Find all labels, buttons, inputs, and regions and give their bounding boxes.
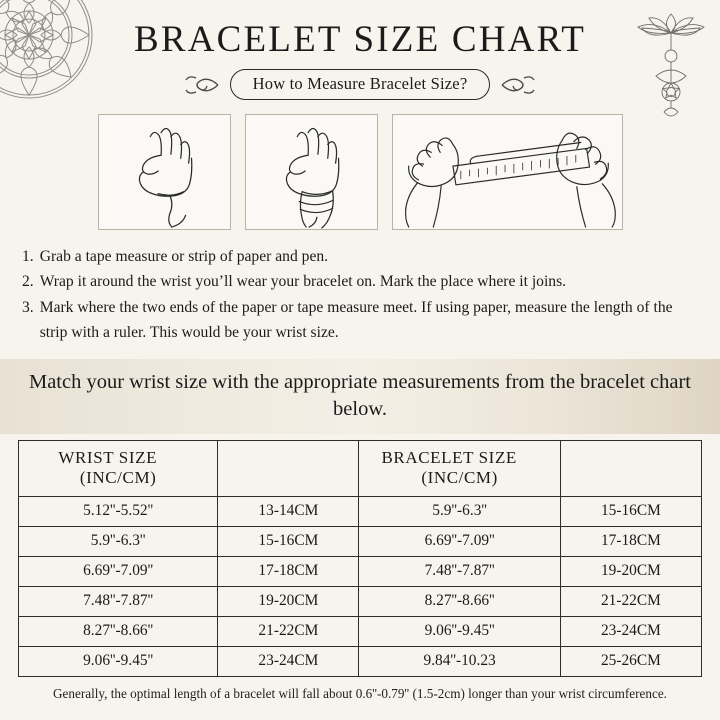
- cell-bracelet-inch: 9.84''-10.23: [359, 647, 560, 677]
- subtitle-pill: How to Measure Bracelet Size?: [230, 69, 491, 100]
- header-bracelet-size: [359, 441, 560, 497]
- cell-bracelet-cm: 15-16CM: [560, 497, 701, 527]
- illustration-step-1: [98, 114, 231, 230]
- size-chart-table: [18, 440, 702, 677]
- cell-bracelet-cm: 25-26CM: [560, 647, 701, 677]
- cell-bracelet-inch: 8.27''-8.66'': [359, 587, 560, 617]
- cell-bracelet-inch: 6.69''-7.09'': [359, 527, 560, 557]
- header-wrist-size-cm-spacer: [218, 441, 359, 497]
- step-item: [22, 269, 698, 294]
- cell-wrist-cm: 23-24CM: [218, 647, 359, 677]
- cell-wrist-cm: 21-22CM: [218, 617, 359, 647]
- step-text: Wrap it around the wrist you’ll wear your bracelet on. Mark the place where it joins.: [39, 273, 567, 291]
- illustration-row: [0, 114, 720, 230]
- step-text: Grab a tape measure or strip of paper and pen.: [39, 248, 329, 265]
- table-row: [19, 587, 702, 617]
- match-banner: Match your wrist size with the appropriate measurements from the bracelet chart below.: [0, 359, 720, 434]
- header-wrist-size-unit: (INC/CM): [79, 468, 157, 488]
- cell-bracelet-inch: 5.9''-6.3'': [359, 497, 560, 527]
- cell-wrist-cm: 15-16CM: [218, 527, 359, 557]
- step-number: 3.: [22, 298, 34, 316]
- flourish-left-icon: [184, 74, 220, 96]
- cell-wrist-inch: 7.48''-7.87'': [19, 587, 218, 617]
- flourish-right-icon: [500, 74, 536, 96]
- hand-with-tape-icon: [99, 115, 230, 229]
- cell-bracelet-cm: 23-24CM: [560, 617, 701, 647]
- cell-bracelet-cm: 19-20CM: [560, 557, 701, 587]
- table-row: [19, 557, 702, 587]
- cell-wrist-inch: 6.69''-7.09'': [19, 557, 218, 587]
- table-row: [19, 497, 702, 527]
- header-bracelet-size-unit: (INC/CM): [421, 468, 498, 488]
- step-item: [22, 295, 698, 346]
- cell-wrist-inch: 5.12''-5.52'': [19, 497, 218, 527]
- footnote: Generally, the optimal length of a bracelet will fall about 0.6''-0.79'' (1.5-2cm) longer than your wrist circumference.: [53, 686, 667, 702]
- page-title: BRACELET SIZE CHART: [133, 19, 587, 60]
- cell-wrist-inch: 8.27''-8.66'': [19, 617, 218, 647]
- step-text: Mark where the two ends of the paper or tape measure meet. If using paper, measure the length of the strip with a ruler. This would be your wrist size.: [39, 298, 673, 341]
- cell-wrist-cm: 13-14CM: [218, 497, 359, 527]
- table-row: [19, 647, 702, 677]
- cell-bracelet-cm: 21-22CM: [560, 587, 701, 617]
- step-item: [22, 244, 698, 269]
- header-bracelet-size-label: BRACELET SIZE: [381, 448, 517, 468]
- cell-wrist-cm: 17-18CM: [218, 557, 359, 587]
- table-header-row: [19, 441, 702, 497]
- cell-wrist-inch: 9.06''-9.45'': [19, 647, 218, 677]
- cell-wrist-inch: 5.9''-6.3'': [19, 527, 218, 557]
- hand-wrapping-wrist-icon: [246, 115, 377, 229]
- header-wrist-size-label: WRIST SIZE: [58, 448, 158, 468]
- subtitle-row: [0, 69, 720, 100]
- illustration-step-2: [245, 114, 378, 230]
- cell-wrist-cm: 19-20CM: [218, 587, 359, 617]
- illustration-step-3: [392, 114, 623, 230]
- cell-bracelet-cm: 17-18CM: [560, 527, 701, 557]
- header-bracelet-size-cm-spacer: [560, 441, 701, 497]
- step-number: 2.: [22, 273, 34, 291]
- table-row: [19, 527, 702, 557]
- hands-with-ruler-icon: [393, 115, 622, 229]
- cell-bracelet-inch: 7.48''-7.87'': [359, 557, 560, 587]
- step-number: 1.: [22, 248, 34, 265]
- table-row: [19, 617, 702, 647]
- steps-list: [22, 244, 698, 345]
- header-wrist-size: [19, 441, 218, 497]
- cell-bracelet-inch: 9.06''-9.45'': [359, 617, 560, 647]
